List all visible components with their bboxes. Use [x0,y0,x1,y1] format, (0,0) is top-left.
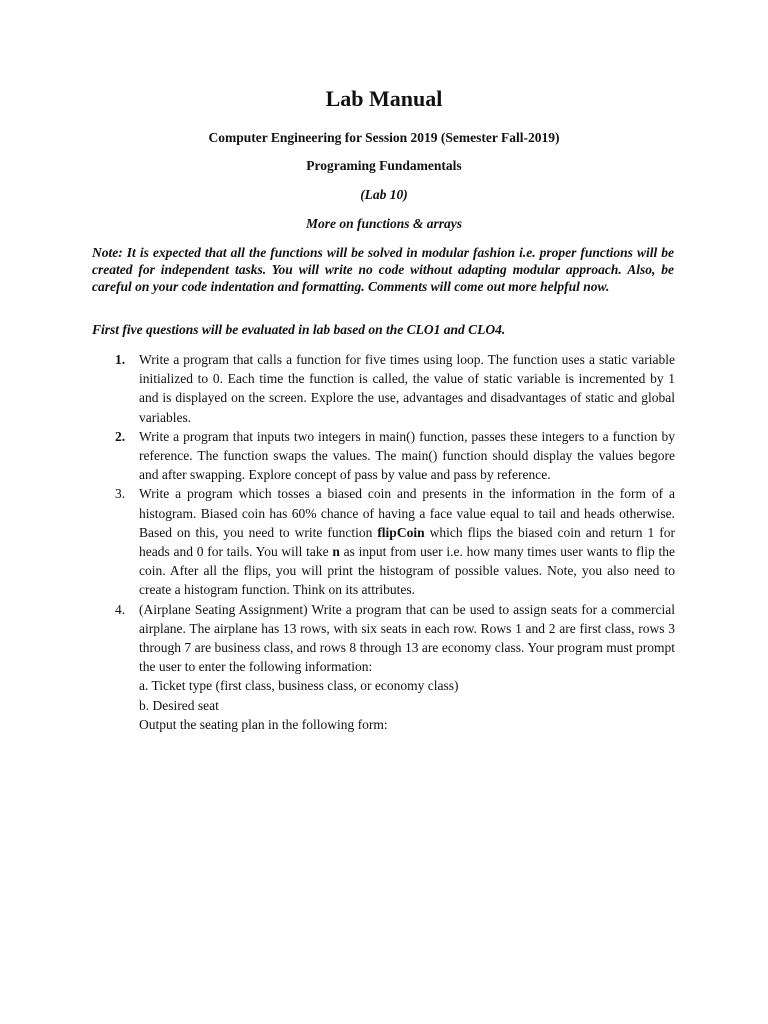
question-item [115,600,675,734]
option-desired-seat: b. Desired seat [139,697,219,713]
output-instruction: Output the seating plan in the following form: [139,716,388,732]
question-number: 2. [115,428,126,444]
function-name-keyword: flipCoin [377,524,425,540]
question-number: 3. [115,486,126,502]
session-subtitle: Computer Engineering for Session 2019 (Semester Fall-2019) [208,130,560,145]
lab-number: (Lab 10) [360,187,408,202]
note-paragraph: Note: It is expected that all the functions will be solved in modular fashion i.e. proper functions will be created for independent tasks. You will write no code without adapting modular approach. Also, be careful on your code indentation and formatting. Comments will come out more helpful now. [92,245,674,294]
question-text: (Airplane Seating Assignment) Write a program that can be used to assign seats for a commercial airplane. The airplane has 13 rows, with six seats in each row. Rows 1 and 2 are first class, rows 3 through 7 are business class, and rows 8 through 13 are economy class. Your program must prompt the user to enter the following information: [139,601,675,675]
page-title: Lab Manual [325,86,443,111]
option-ticket-type: a. Ticket type (first class, business class, or economy class) [139,678,459,694]
question-text-part: as input from user i.e. how many times user wants to flip the coin. After all the flips, you will print the histogram of possible values. Note, you also need to create a histogram function. Think on its attributes. [139,544,675,598]
question-item [115,484,675,599]
question-number: 1. [115,352,126,367]
question-text: Write a program that inputs two integers in main() function, passes these integers to a function by reference. The function swaps the values. The main() function should display the values begore and after swapping. Explore concept of pass by value and pass by reference. [139,428,675,483]
course-title: Programing Fundamentals [306,158,462,173]
question-list [0,350,768,734]
question-text: Write a program that calls a function for five times using loop. The function uses a static variable initialized to 0. Each time the function is called, the value of static variable is incremented by 1 and is displayed on the screen. Explore the use, advantages and disadvantages of static and global variables. [139,352,675,425]
question-text-part: Write a program which tosses a biased coin and presents in the information in the form of a histogram. Biased coin has 60% chance of having a face value equal to tail and heads otherwise. Based on this, you need to write function [139,486,675,540]
lab-topic: More on functions & arrays [305,216,463,231]
evaluation-note: First five questions will be evaluated in lab based on the CLO1 and CLO4. [92,322,506,337]
question-item [115,350,675,427]
question-text-part: which flips the biased coin and return 1 for heads and 0 for tails. You will take [139,524,675,560]
variable-keyword: n [332,544,340,560]
question-item [115,427,675,485]
question-number: 4. [115,601,126,617]
